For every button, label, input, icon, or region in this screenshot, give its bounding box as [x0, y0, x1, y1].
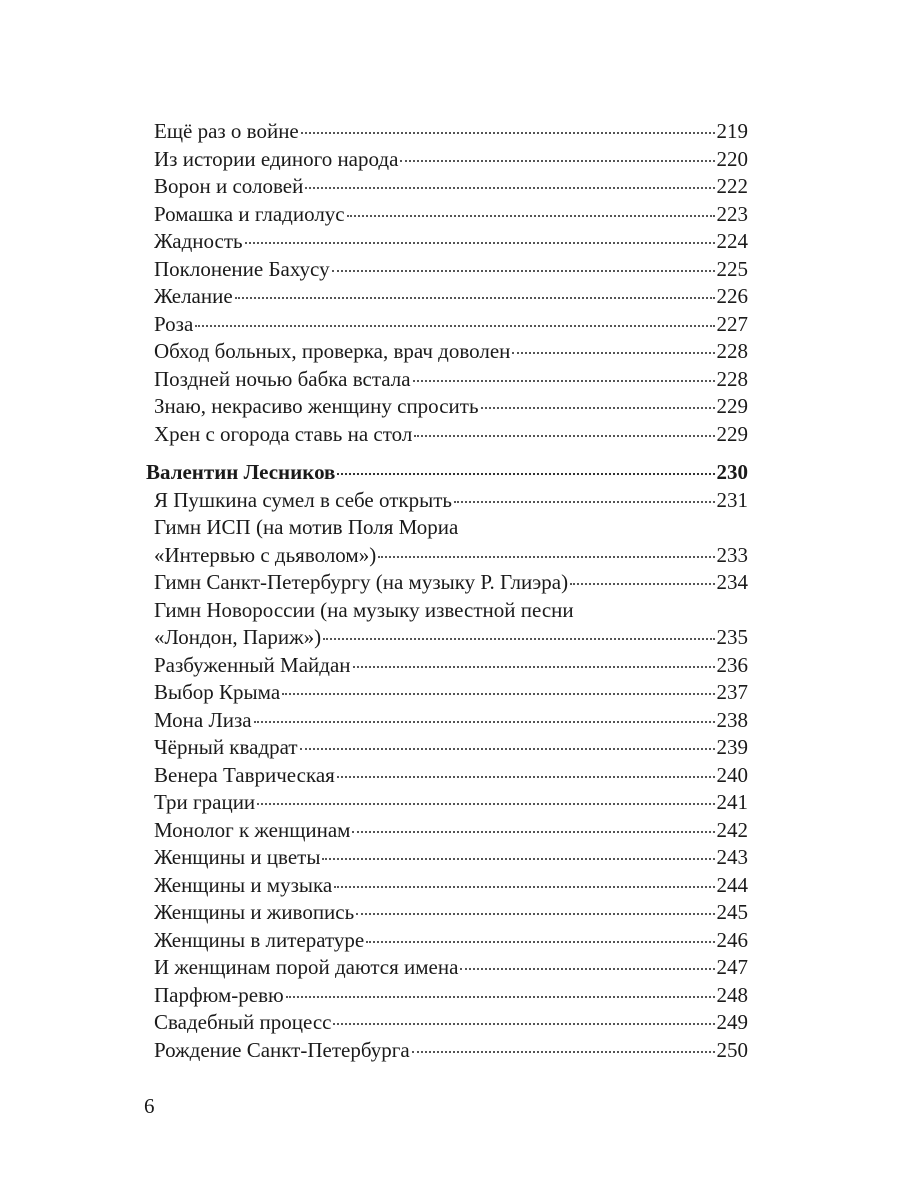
- toc-entry-title: Разбуженный Майдан: [154, 652, 351, 677]
- toc-entry[interactable]: [146, 146, 748, 174]
- toc-entry-page-number: 239: [716, 735, 748, 759]
- toc-entry-title: Хрен с огорода ставь на стол: [154, 421, 413, 446]
- dot-leader: [334, 885, 714, 888]
- toc-entry[interactable]: [146, 707, 748, 735]
- toc-entry-page-number: 225: [716, 256, 748, 281]
- toc-entry[interactable]: [146, 118, 748, 146]
- toc-entry-page-number: 233: [716, 542, 748, 567]
- toc-entry[interactable]: [146, 228, 748, 256]
- toc-entry[interactable]: [146, 679, 748, 707]
- dot-leader: [195, 324, 714, 327]
- toc-entry-title: Знаю, некрасиво женщину спросить: [154, 394, 479, 418]
- toc-entry-page-number: 222: [716, 174, 748, 198]
- toc-entry[interactable]: [146, 734, 748, 762]
- toc-entry[interactable]: [146, 487, 748, 515]
- toc-entry[interactable]: [146, 311, 748, 339]
- toc-entry-title: Роза: [154, 311, 194, 336]
- table-of-contents: [146, 118, 748, 1064]
- toc-entry-page-number: 245: [716, 900, 748, 924]
- dot-leader: [257, 802, 714, 805]
- page-number: 6: [144, 1094, 155, 1118]
- dot-leader: [245, 241, 715, 244]
- toc-entry-title: Ромашка и гладиолус: [154, 201, 345, 226]
- dot-leader: [286, 995, 715, 998]
- toc-entry-page-number: 226: [716, 284, 748, 308]
- dot-leader: [414, 434, 714, 437]
- toc-entry-title: Ещё раз о войне: [154, 119, 299, 143]
- toc-entry-title: Женщины и живопись: [154, 900, 355, 924]
- toc-entry-page-number: 223: [716, 201, 748, 226]
- dot-leader: [481, 406, 715, 409]
- dot-leader: [254, 720, 715, 723]
- toc-entry-page-number: 229: [716, 394, 748, 418]
- toc-entry-page-number: 240: [716, 762, 748, 787]
- toc-entry-title: И женщинам порой даются имена: [154, 955, 459, 979]
- toc-entry[interactable]: [146, 899, 748, 927]
- toc-entry-page-number: 244: [716, 872, 748, 897]
- section-title: Валентин Лесников: [146, 460, 336, 484]
- toc-entry[interactable]: [146, 283, 748, 311]
- toc-entry-title: Женщины и музыка: [154, 872, 333, 897]
- dot-leader: [413, 379, 715, 382]
- dot-leader: [332, 269, 715, 272]
- toc-entry-title: Поклонение Бахусу: [154, 256, 330, 281]
- toc-entry-page-number: 248: [716, 982, 748, 1007]
- dot-leader: [235, 296, 715, 299]
- toc-entry-page-number: 236: [716, 652, 748, 677]
- toc-entry-page-number: 229: [716, 421, 748, 446]
- toc-entry[interactable]: [146, 338, 748, 366]
- toc-entry-page-number: 219: [716, 119, 748, 143]
- toc-group-valentin-lesnikov: [146, 487, 748, 1065]
- toc-entry-page-number: 242: [716, 817, 748, 842]
- toc-entry-title: Жадность: [154, 229, 243, 253]
- toc-entry-page-number: 235: [716, 625, 748, 649]
- toc-entry-page-number: 237: [716, 680, 748, 704]
- toc-entry[interactable]: [146, 982, 748, 1010]
- toc-entry-title: Мона Лиза: [154, 707, 252, 732]
- dot-leader: [305, 186, 714, 189]
- toc-entry[interactable]: [146, 366, 748, 394]
- toc-entry-title: Женщины в литературе: [154, 927, 365, 952]
- dot-leader: [323, 637, 714, 640]
- toc-section-heading[interactable]: [146, 459, 748, 487]
- toc-entry-title-line1: Гимн ИСП (на мотив Поля Мориа: [154, 515, 459, 539]
- dot-leader: [454, 500, 715, 503]
- dot-leader: [412, 1050, 715, 1053]
- toc-entry-title: Обход больных, проверка, врач доволен: [154, 339, 511, 363]
- toc-entry[interactable]: [146, 844, 748, 872]
- toc-entry[interactable]: [146, 872, 748, 900]
- toc-entry-title: Ворон и соловей: [154, 174, 304, 198]
- toc-entry-page-number: 228: [716, 339, 748, 363]
- toc-entry[interactable]: [146, 421, 748, 449]
- toc-group-previous-author: [146, 118, 748, 448]
- toc-entry-title: Из истории единого народа: [154, 146, 399, 171]
- dot-leader: [337, 472, 714, 475]
- dot-leader: [512, 351, 714, 354]
- dot-leader: [352, 830, 714, 833]
- dot-leader: [300, 747, 715, 750]
- toc-entry-page-number: 238: [716, 707, 748, 732]
- dot-leader: [301, 131, 715, 134]
- toc-entry-page-number: 243: [716, 845, 748, 869]
- dot-leader: [356, 912, 714, 915]
- toc-entry[interactable]: [146, 652, 748, 680]
- toc-entry-title: Парфюм-ревю: [154, 982, 284, 1007]
- toc-entry-page-number: 228: [716, 366, 748, 391]
- toc-entry-page-number: 234: [716, 570, 748, 594]
- toc-entry-title: Монолог к женщинам: [154, 817, 351, 842]
- toc-entry[interactable]: [146, 954, 748, 982]
- toc-entry-title: Три грации: [154, 790, 256, 814]
- toc-entry-page-number: 220: [716, 146, 748, 171]
- toc-entry-page-number: 247: [716, 955, 748, 979]
- toc-entry[interactable]: [146, 173, 748, 201]
- toc-entry[interactable]: [146, 569, 748, 597]
- toc-entry-title: Гимн Санкт-Петербургу (на музыку Р. Глиэра): [154, 570, 569, 594]
- toc-entry-page-number: 249: [716, 1010, 748, 1034]
- toc-entry-title: «Лондон, Париж»): [154, 625, 322, 649]
- toc-entry-page-number: 227: [716, 311, 748, 336]
- toc-entry[interactable]: [146, 1037, 748, 1065]
- toc-entry[interactable]: [146, 1009, 748, 1037]
- dot-leader: [347, 214, 715, 217]
- toc-entry-title: Я Пушкина сумел в себе открыть: [154, 487, 452, 512]
- dot-leader: [378, 555, 714, 558]
- toc-entry[interactable]: [146, 927, 748, 955]
- toc-entry[interactable]: [146, 624, 748, 652]
- toc-entry-page-number: 246: [716, 927, 748, 952]
- toc-entry[interactable]: [146, 542, 748, 570]
- toc-entry-title: Женщины и цветы: [154, 845, 321, 869]
- toc-entry[interactable]: [146, 817, 748, 845]
- toc-entry-title: Желание: [154, 284, 233, 308]
- dot-leader: [366, 940, 714, 943]
- toc-entry-page-number: 231: [716, 487, 748, 512]
- dot-leader: [460, 967, 714, 970]
- toc-entry-title: Рождение Санкт-Петербурга: [154, 1037, 410, 1062]
- toc-entry-title: Свадебный процесс: [154, 1010, 332, 1034]
- toc-entry-title-line1: Гимн Новороссии (на музыку известной песни: [154, 597, 574, 622]
- section-page-number: 230: [716, 460, 748, 484]
- dot-leader: [333, 1022, 714, 1025]
- toc-entry[interactable]: [146, 393, 748, 421]
- toc-entry-title: Поздней ночью бабка встала: [154, 366, 411, 391]
- toc-entry[interactable]: [146, 256, 748, 284]
- dot-leader: [570, 582, 714, 585]
- toc-entry-title: «Интервью с дьяволом»): [154, 542, 377, 567]
- toc-entry[interactable]: [146, 762, 748, 790]
- toc-entry-title: Выбор Крыма: [154, 680, 281, 704]
- dot-leader: [282, 692, 714, 695]
- dot-leader: [337, 775, 715, 778]
- toc-entry[interactable]: [146, 201, 748, 229]
- toc-entry-page-number: 250: [716, 1037, 748, 1062]
- toc-entry-page-number: 224: [716, 229, 748, 253]
- toc-entry-title: Чёрный квадрат: [154, 735, 298, 759]
- dot-leader: [400, 159, 714, 162]
- dot-leader: [353, 665, 715, 668]
- toc-entry-title: Венера Таврическая: [154, 762, 335, 787]
- dot-leader: [322, 857, 714, 860]
- toc-entry-page-number: 241: [716, 790, 748, 814]
- toc-entry[interactable]: [146, 789, 748, 817]
